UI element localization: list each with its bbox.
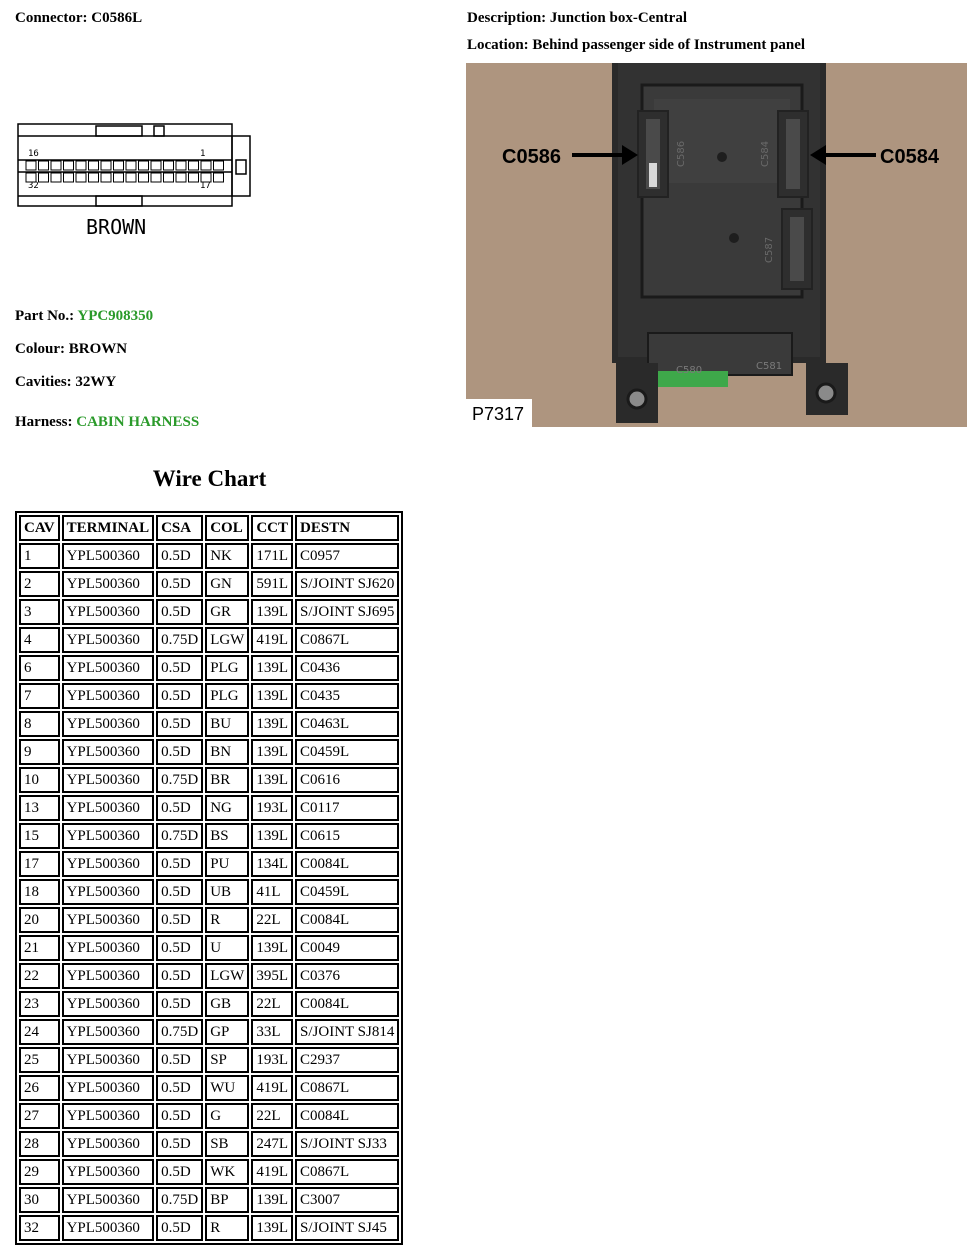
cell-csa: 0.5D: [156, 739, 203, 765]
cell-cav: 21: [19, 935, 60, 961]
cell-cct: 419L: [251, 1159, 293, 1185]
cell-csa: 0.5D: [156, 1159, 203, 1185]
embossed-c584: C584: [760, 140, 771, 167]
cell-destn: S/JOINT SJ695: [295, 599, 399, 625]
cavities-prefix: Cavities:: [15, 374, 72, 390]
wire-chart-table: [15, 511, 403, 1245]
cell-csa: 0.5D: [156, 963, 203, 989]
connector-prefix: Connector:: [15, 10, 88, 26]
cell-csa: 0.5D: [156, 879, 203, 905]
location-label: [467, 37, 805, 54]
cell-cav: 4: [19, 627, 60, 653]
cell-cav: 18: [19, 879, 60, 905]
cell-cct: 139L: [251, 683, 293, 709]
cell-csa: 0.5D: [156, 711, 203, 737]
cavity: [39, 161, 49, 170]
cell-cct: 139L: [251, 935, 293, 961]
description-label: [467, 10, 687, 27]
cell-terminal: YPL500360: [62, 1075, 155, 1101]
cell-csa: 0.5D: [156, 851, 203, 877]
cavity: [164, 161, 174, 170]
cell-cav: 15: [19, 823, 60, 849]
cell-destn: C0084L: [295, 1103, 399, 1129]
cell-destn: C2937: [295, 1047, 399, 1073]
cavity: [189, 173, 199, 182]
pin-label-32: 32: [28, 181, 39, 191]
cell-col: BU: [205, 711, 249, 737]
cell-csa: 0.5D: [156, 1075, 203, 1101]
cell-destn: S/JOINT SJ620: [295, 571, 399, 597]
header-col: COL: [205, 515, 249, 541]
location-value: Behind passenger side of Instrument panel: [532, 37, 806, 53]
connector-label: [15, 10, 142, 27]
table-row: [19, 767, 399, 793]
cell-col: GP: [205, 1019, 249, 1045]
cavity: [101, 161, 111, 170]
table-row: [19, 599, 399, 625]
cell-terminal: YPL500360: [62, 683, 155, 709]
cavity: [64, 173, 74, 182]
cavity: [114, 173, 124, 182]
cell-destn: C0117: [295, 795, 399, 821]
cell-cav: 9: [19, 739, 60, 765]
cell-terminal: YPL500360: [62, 1215, 155, 1241]
cell-cct: 171L: [251, 543, 293, 569]
cell-cav: 10: [19, 767, 60, 793]
cell-destn: C0084L: [295, 991, 399, 1017]
cell-cav: 24: [19, 1019, 60, 1045]
cell-terminal: YPL500360: [62, 1187, 155, 1213]
harness-prefix: Harness:: [15, 414, 73, 430]
table-row: [19, 543, 399, 569]
cell-cav: 13: [19, 795, 60, 821]
colour-prefix: Colour:: [15, 341, 65, 357]
cell-csa: 0.75D: [156, 1187, 203, 1213]
pin-label-17: 17: [200, 181, 211, 191]
cell-cct: 139L: [251, 711, 293, 737]
cell-cct: 419L: [251, 627, 293, 653]
table-row: [19, 851, 399, 877]
cell-terminal: YPL500360: [62, 1131, 155, 1157]
cell-csa: 0.75D: [156, 767, 203, 793]
table-row: [19, 935, 399, 961]
cell-terminal: YPL500360: [62, 1159, 155, 1185]
cell-terminal: YPL500360: [62, 823, 155, 849]
cell-col: PLG: [205, 655, 249, 681]
cell-destn: C0867L: [295, 1159, 399, 1185]
cavity: [26, 161, 36, 170]
cell-col: NG: [205, 795, 249, 821]
cell-terminal: YPL500360: [62, 599, 155, 625]
cell-col: WU: [205, 1075, 249, 1101]
cell-cav: 1: [19, 543, 60, 569]
cell-cct: 193L: [251, 795, 293, 821]
cell-col: G: [205, 1103, 249, 1129]
cell-destn: C0459L: [295, 739, 399, 765]
cell-cav: 7: [19, 683, 60, 709]
cell-col: R: [205, 907, 249, 933]
cell-csa: 0.75D: [156, 823, 203, 849]
embossed-c580: C580: [676, 365, 703, 376]
location-photo: [466, 63, 967, 427]
cavities-value: 32WY: [75, 374, 117, 390]
cavities-label: [15, 374, 116, 391]
cell-cav: 23: [19, 991, 60, 1017]
header-terminal: TERMINAL: [62, 515, 155, 541]
cavity: [176, 173, 186, 182]
cell-cct: 591L: [251, 571, 293, 597]
cell-col: WK: [205, 1159, 249, 1185]
callout-c0584: C0584: [880, 146, 939, 168]
cavity: [189, 161, 199, 170]
table-row: [19, 627, 399, 653]
cell-terminal: YPL500360: [62, 935, 155, 961]
cell-terminal: YPL500360: [62, 991, 155, 1017]
embossed-c586: C586: [676, 140, 687, 167]
cell-cct: 41L: [251, 879, 293, 905]
table-row: [19, 1131, 399, 1157]
description-value: Junction box-Central: [549, 10, 687, 26]
cell-col: UB: [205, 879, 249, 905]
cell-cct: 33L: [251, 1019, 293, 1045]
cell-terminal: YPL500360: [62, 1103, 155, 1129]
cell-col: BN: [205, 739, 249, 765]
cavity: [114, 161, 124, 170]
cell-cav: 28: [19, 1131, 60, 1157]
cell-cav: 20: [19, 907, 60, 933]
cavity: [201, 161, 211, 170]
table-row: [19, 1159, 399, 1185]
part-no-value: YPC908350: [77, 308, 154, 324]
header-cct: CCT: [251, 515, 293, 541]
cell-col: GR: [205, 599, 249, 625]
cell-col: GB: [205, 991, 249, 1017]
cell-col: BP: [205, 1187, 249, 1213]
cavity: [176, 161, 186, 170]
cell-csa: 0.5D: [156, 1103, 203, 1129]
table-row: [19, 571, 399, 597]
cell-destn: C0867L: [295, 627, 399, 653]
table-row: [19, 1187, 399, 1213]
cavity: [214, 161, 224, 170]
cell-terminal: YPL500360: [62, 543, 155, 569]
cell-terminal: YPL500360: [62, 739, 155, 765]
cell-col: U: [205, 935, 249, 961]
part-no-label: [15, 308, 153, 325]
cell-terminal: YPL500360: [62, 655, 155, 681]
cell-destn: C3007: [295, 1187, 399, 1213]
cell-destn: C0084L: [295, 907, 399, 933]
cell-destn: C0463L: [295, 711, 399, 737]
cell-cav: 2: [19, 571, 60, 597]
cell-cct: 139L: [251, 599, 293, 625]
cell-destn: C0084L: [295, 851, 399, 877]
cell-cav: 32: [19, 1215, 60, 1241]
connector-color-label: BROWN: [86, 215, 147, 239]
cell-csa: 0.5D: [156, 1215, 203, 1241]
cell-csa: 0.75D: [156, 1019, 203, 1045]
harness-value: CABIN HARNESS: [76, 414, 200, 430]
cell-terminal: YPL500360: [62, 795, 155, 821]
table-row: [19, 711, 399, 737]
cell-cav: 30: [19, 1187, 60, 1213]
header-cav: CAV: [19, 515, 60, 541]
cell-cct: 419L: [251, 1075, 293, 1101]
cell-terminal: YPL500360: [62, 907, 155, 933]
cell-col: LGW: [205, 963, 249, 989]
part-no-prefix: Part No.:: [15, 308, 75, 324]
cell-col: LGW: [205, 627, 249, 653]
cell-csa: 0.5D: [156, 991, 203, 1017]
cell-destn: S/JOINT SJ33: [295, 1131, 399, 1157]
cell-cct: 139L: [251, 1215, 293, 1241]
cavity: [139, 161, 149, 170]
cell-destn: C0867L: [295, 1075, 399, 1101]
cavity: [101, 173, 111, 182]
cavity: [64, 161, 74, 170]
cell-terminal: YPL500360: [62, 711, 155, 737]
cell-csa: 0.5D: [156, 683, 203, 709]
cell-csa: 0.5D: [156, 1047, 203, 1073]
table-row: [19, 1103, 399, 1129]
header-destn: DESTN: [295, 515, 399, 541]
cavity: [51, 161, 61, 170]
wire-chart-title: Wire Chart: [152, 466, 267, 491]
table-row: [19, 879, 399, 905]
cavity: [51, 173, 61, 182]
cell-destn: C0435: [295, 683, 399, 709]
cell-col: SP: [205, 1047, 249, 1073]
cell-cav: 3: [19, 599, 60, 625]
cell-terminal: YPL500360: [62, 963, 155, 989]
cell-col: GN: [205, 571, 249, 597]
cell-csa: 0.5D: [156, 571, 203, 597]
table-row: [19, 1047, 399, 1073]
table-row: [19, 1019, 399, 1045]
cell-cct: 247L: [251, 1131, 293, 1157]
photo-ref-label: P7317: [472, 404, 525, 424]
cell-csa: 0.5D: [156, 543, 203, 569]
table-header-row: [19, 515, 399, 541]
cavity: [151, 161, 161, 170]
cell-destn: C0957: [295, 543, 399, 569]
table-row: [19, 795, 399, 821]
cell-col: R: [205, 1215, 249, 1241]
description-prefix: Description:: [467, 10, 547, 26]
cell-cav: 8: [19, 711, 60, 737]
cell-csa: 0.5D: [156, 1131, 203, 1157]
cell-terminal: YPL500360: [62, 1019, 155, 1045]
cell-csa: 0.5D: [156, 907, 203, 933]
colour-value: BROWN: [68, 341, 128, 357]
connector-face-drawing: [14, 116, 256, 240]
cell-cav: 17: [19, 851, 60, 877]
table-row: [19, 739, 399, 765]
table-row: [19, 655, 399, 681]
harness-label: [15, 414, 199, 431]
cell-col: BS: [205, 823, 249, 849]
table-row: [19, 907, 399, 933]
cell-terminal: YPL500360: [62, 627, 155, 653]
callout-c0586: C0586: [502, 146, 561, 168]
cavity: [126, 161, 136, 170]
cavity: [76, 161, 86, 170]
cavity: [76, 173, 86, 182]
cavity: [39, 173, 49, 182]
cell-cct: 134L: [251, 851, 293, 877]
table-row: [19, 823, 399, 849]
table-row: [19, 1215, 399, 1241]
cell-destn: C0049: [295, 935, 399, 961]
cell-terminal: YPL500360: [62, 571, 155, 597]
pin-label-1: 1: [200, 149, 206, 159]
cell-terminal: YPL500360: [62, 879, 155, 905]
cell-csa: 0.5D: [156, 599, 203, 625]
cavity: [89, 173, 99, 182]
cell-cct: 22L: [251, 907, 293, 933]
cell-destn: C0436: [295, 655, 399, 681]
cavity: [151, 173, 161, 182]
cell-cav: 6: [19, 655, 60, 681]
cell-csa: 0.75D: [156, 627, 203, 653]
embossed-c587: C587: [764, 236, 775, 263]
table-row: [19, 991, 399, 1017]
wire-chart-body: [19, 543, 399, 1241]
embossed-c581: C581: [756, 361, 783, 372]
cell-col: PLG: [205, 683, 249, 709]
cell-cav: 26: [19, 1075, 60, 1101]
table-row: [19, 963, 399, 989]
cell-cav: 27: [19, 1103, 60, 1129]
header-csa: CSA: [156, 515, 203, 541]
colour-label: [15, 341, 127, 358]
connector-id: C0586L: [91, 10, 143, 26]
cell-col: BR: [205, 767, 249, 793]
table-row: [19, 683, 399, 709]
cell-cct: 139L: [251, 739, 293, 765]
cell-col: SB: [205, 1131, 249, 1157]
cell-destn: S/JOINT SJ45: [295, 1215, 399, 1241]
cell-terminal: YPL500360: [62, 767, 155, 793]
cell-cct: 139L: [251, 767, 293, 793]
cell-cct: 139L: [251, 655, 293, 681]
cell-cct: 139L: [251, 823, 293, 849]
cell-cct: 139L: [251, 1187, 293, 1213]
cavity: [164, 173, 174, 182]
cavity: [89, 161, 99, 170]
cell-cct: 22L: [251, 1103, 293, 1129]
cell-destn: C0615: [295, 823, 399, 849]
cavity: [139, 173, 149, 182]
location-prefix: Location:: [467, 37, 529, 53]
cell-col: PU: [205, 851, 249, 877]
cell-csa: 0.5D: [156, 655, 203, 681]
cell-csa: 0.5D: [156, 935, 203, 961]
pin-label-16: 16: [28, 149, 39, 159]
cell-cav: 29: [19, 1159, 60, 1185]
cell-destn: C0616: [295, 767, 399, 793]
cell-terminal: YPL500360: [62, 851, 155, 877]
cell-destn: S/JOINT SJ814: [295, 1019, 399, 1045]
cell-cav: 25: [19, 1047, 60, 1073]
cell-csa: 0.5D: [156, 795, 203, 821]
cell-cav: 22: [19, 963, 60, 989]
cell-terminal: YPL500360: [62, 1047, 155, 1073]
cavity: [214, 173, 224, 182]
cell-destn: C0376: [295, 963, 399, 989]
cell-col: NK: [205, 543, 249, 569]
cavity: [126, 173, 136, 182]
cell-cct: 22L: [251, 991, 293, 1017]
cell-destn: C0459L: [295, 879, 399, 905]
cell-cct: 193L: [251, 1047, 293, 1073]
table-row: [19, 1075, 399, 1101]
cell-cct: 395L: [251, 963, 293, 989]
